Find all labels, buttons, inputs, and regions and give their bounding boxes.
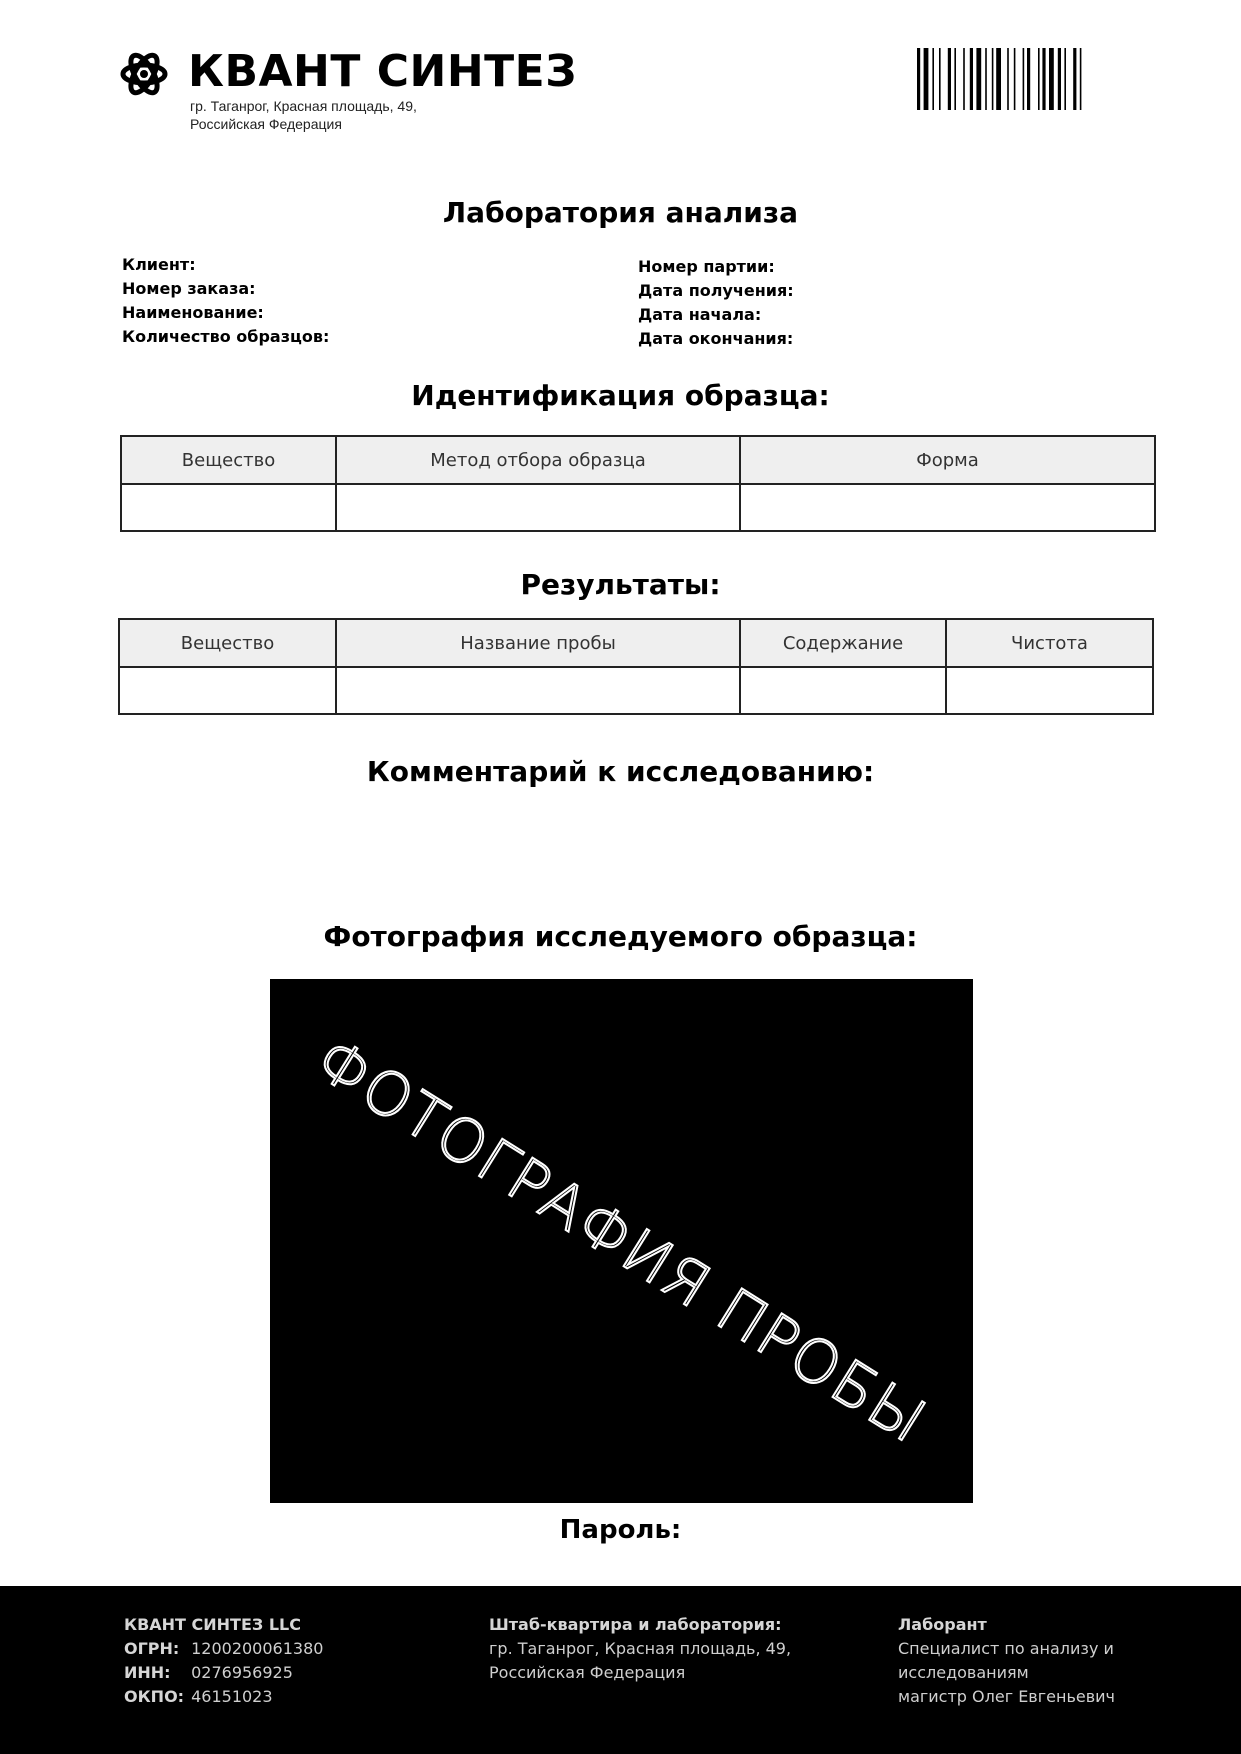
footer-lab-line2: исследованиям <box>898 1663 1029 1682</box>
results-title: Результаты: <box>520 568 721 601</box>
col-purity: Чистота <box>946 619 1153 667</box>
footer-lab-line1: Специалист по анализу и <box>898 1639 1114 1658</box>
col-substance: Вещество <box>121 436 336 484</box>
identification-header-row <box>121 436 1155 484</box>
company-address-line2: Российская Федерация <box>190 116 342 132</box>
barcode-icon <box>915 48 1115 110</box>
info-fields-left <box>122 253 329 349</box>
ogrn-value: 1200200061380 <box>191 1639 324 1658</box>
footer-hq-title: Штаб-квартира и лаборатория: <box>489 1615 782 1634</box>
table-cell <box>740 667 946 714</box>
field-end-date-label: Дата окончания: <box>638 329 794 348</box>
comment-title: Комментарий к исследованию: <box>366 755 875 788</box>
field-received-date-label: Дата получения: <box>638 281 794 300</box>
okpo-label: ОКПО: <box>124 1687 185 1706</box>
footer-company-name: КВАНТ СИНТЕЗ LLC <box>124 1615 301 1634</box>
company-address <box>190 97 417 133</box>
col-sample-name: Название пробы <box>336 619 740 667</box>
inn-label: ИНН: <box>124 1663 171 1682</box>
table-cell <box>946 667 1153 714</box>
col-sampling-method: Метод отбора образца <box>336 436 740 484</box>
okpo-value: 46151023 <box>191 1687 273 1706</box>
sample-photo-placeholder <box>270 979 973 1503</box>
password-label: Пароль: <box>559 1515 682 1545</box>
col-substance: Вещество <box>119 619 336 667</box>
field-name-label: Наименование: <box>122 303 264 322</box>
photo-placeholder-text: ФОТОГРАФИЯ ПРОБЫ <box>303 1024 939 1458</box>
footer-lab-line3: магистр Олег Евгеньевич <box>898 1687 1115 1706</box>
results-table <box>118 618 1154 715</box>
identification-title: Идентификация образца: <box>411 379 830 412</box>
table-row <box>119 667 1153 714</box>
footer-okpo-row <box>124 1685 323 1709</box>
company-name: КВАНТ СИНТЕЗ <box>188 46 577 97</box>
table-cell <box>740 484 1155 531</box>
identification-table <box>120 435 1156 532</box>
photo-title: Фотография исследуемого образца: <box>323 920 918 953</box>
info-fields-right <box>638 255 794 351</box>
table-row <box>121 484 1155 531</box>
document-title: Лаборатория анализа <box>442 196 799 229</box>
footer-ogrn-row <box>124 1637 323 1661</box>
field-sample-count-label: Количество образцов: <box>122 327 330 346</box>
field-start-date-label: Дата начала: <box>638 305 762 324</box>
footer-company <box>124 1613 323 1709</box>
table-cell <box>119 667 336 714</box>
col-content: Содержание <box>740 619 946 667</box>
company-address-line1: гр. Таганрог, Красная площадь, 49, <box>190 98 417 114</box>
table-cell <box>336 667 740 714</box>
table-cell <box>336 484 740 531</box>
inn-value: 0276956925 <box>191 1663 293 1682</box>
footer-lab-assistant <box>898 1613 1115 1709</box>
table-cell <box>121 484 336 531</box>
field-batch-number-label: Номер партии: <box>638 257 775 276</box>
results-header-row <box>119 619 1153 667</box>
footer <box>0 1586 1241 1754</box>
footer-lab-title: Лаборант <box>898 1615 987 1634</box>
footer-hq-line1: гр. Таганрог, Красная площадь, 49, <box>489 1639 792 1658</box>
col-form: Форма <box>740 436 1155 484</box>
footer-inn-row <box>124 1661 323 1685</box>
atom-logo-icon <box>120 48 168 100</box>
ogrn-label: ОГРН: <box>124 1639 180 1658</box>
footer-hq-line2: Российская Федерация <box>489 1663 686 1682</box>
field-client-label: Клиент: <box>122 255 196 274</box>
field-order-number-label: Номер заказа: <box>122 279 256 298</box>
footer-headquarters <box>489 1613 791 1685</box>
